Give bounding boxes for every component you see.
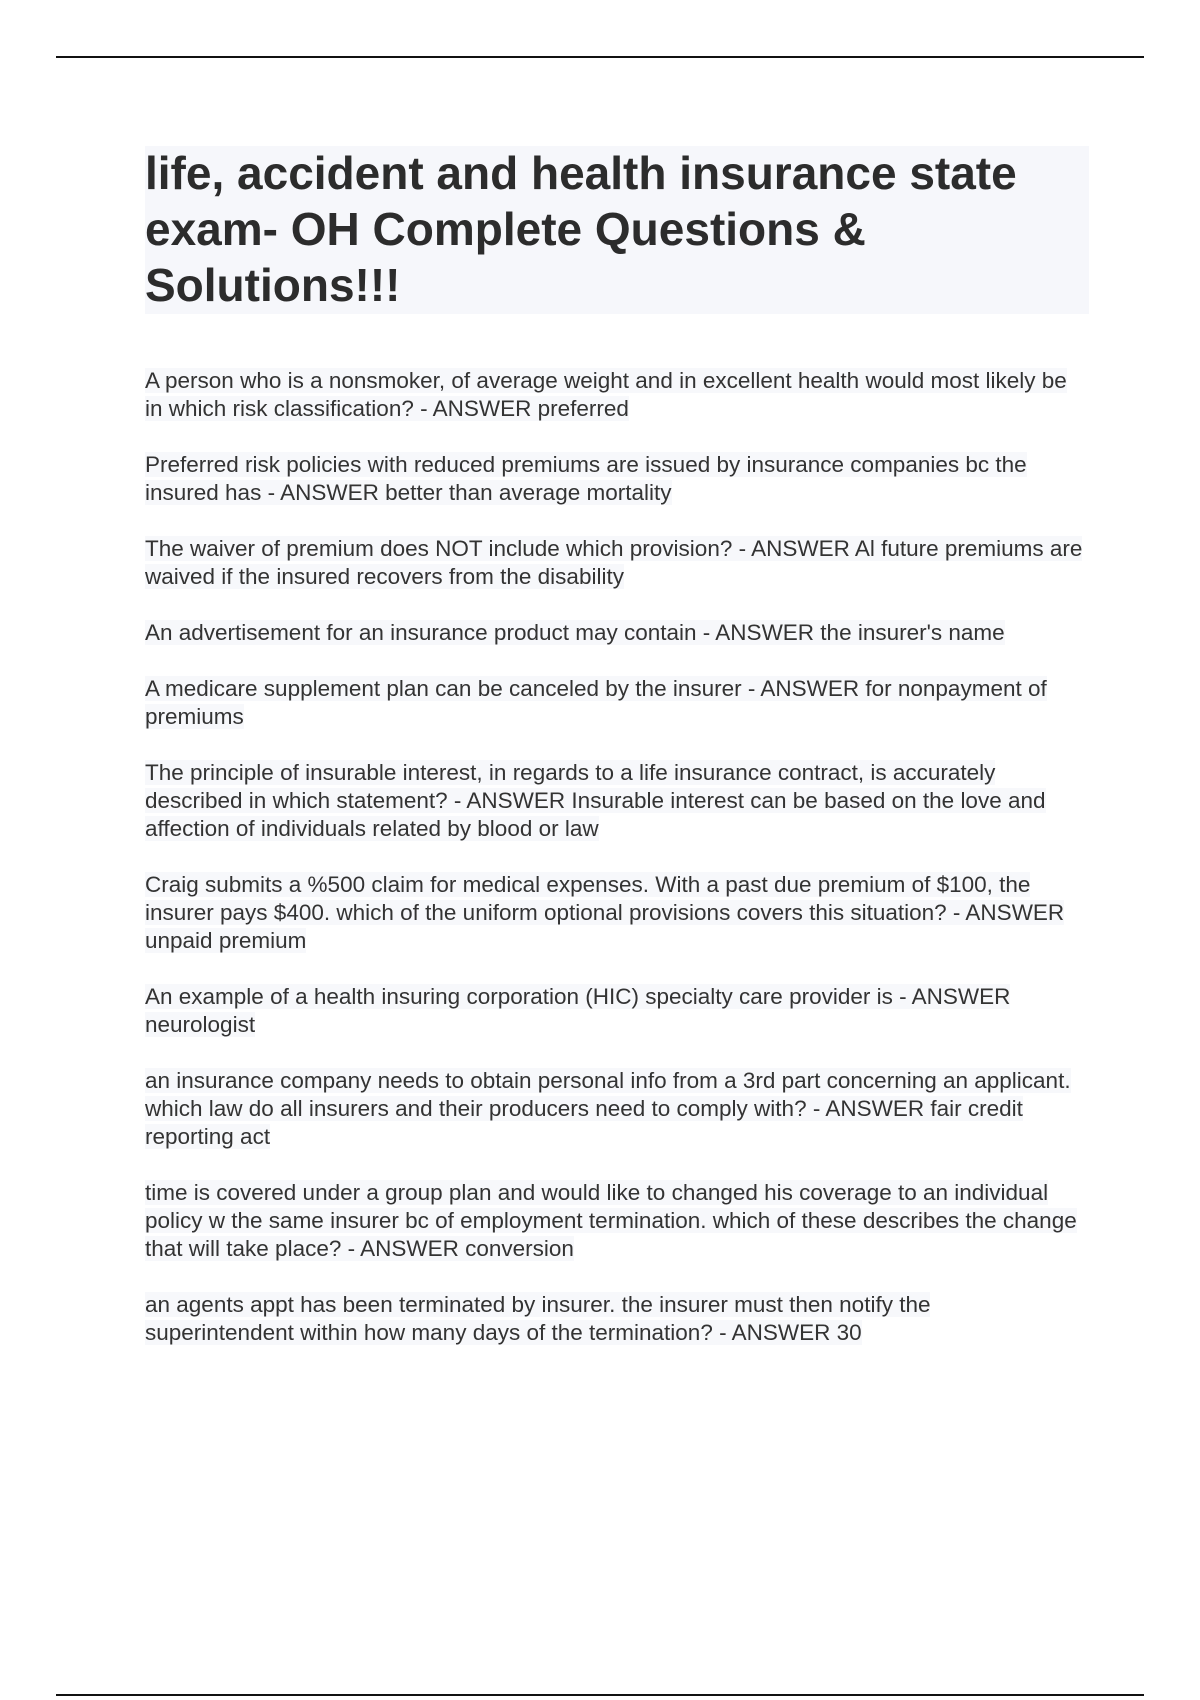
bottom-rule — [56, 1694, 1144, 1696]
qa-item — [145, 759, 1085, 843]
document-title: life, accident and health insurance state exam- OH Complete Questions & Solutions!!! — [145, 147, 1017, 311]
qa-list — [145, 367, 1085, 1375]
qa-item — [145, 1179, 1085, 1263]
qa-item — [145, 535, 1085, 591]
qa-text: an agents appt has been terminated by insurer. the insurer must then notify the superintendent within how many days of the termination? - ANSWER 30 — [145, 1292, 931, 1345]
qa-text: The principle of insurable interest, in regards to a life insurance contract, is accurately described in which statement? - ANSWER Insurable interest can be based on the love and affection of individuals related by blood or law — [145, 760, 1046, 841]
qa-text: An advertisement for an insurance product may contain - ANSWER the insurer's name — [145, 620, 1005, 645]
qa-item — [145, 1067, 1085, 1151]
top-rule — [56, 56, 1144, 58]
qa-item — [145, 871, 1085, 955]
qa-text: A person who is a nonsmoker, of average weight and in excellent health would most likely be in which risk classification? - ANSWER preferred — [145, 368, 1067, 421]
qa-text: An example of a health insuring corporation (HIC) specialty care provider is - ANSWER neurologist — [145, 984, 1011, 1037]
qa-item — [145, 619, 1085, 647]
qa-text: Craig submits a %500 claim for medical expenses. With a past due premium of $100, the insurer pays $400. which of the uniform optional provisions covers this situation? - ANSWER unpaid premium — [145, 872, 1065, 953]
qa-item — [145, 675, 1085, 731]
qa-item — [145, 983, 1085, 1039]
qa-text: The waiver of premium does NOT include which provision? - ANSWER Al future premiums are waived if the insured recovers from the disability — [145, 536, 1083, 589]
qa-text: A medicare supplement plan can be canceled by the insurer - ANSWER for nonpayment of premiums — [145, 676, 1047, 729]
qa-item — [145, 367, 1085, 423]
qa-text: time is covered under a group plan and would like to changed his coverage to an individual policy w the same insurer bc of employment termination. which of these describes the change that will take place? - ANSWER conversion — [145, 1180, 1077, 1261]
qa-text: Preferred risk policies with reduced premiums are issued by insurance companies bc the insured has - ANSWER better than average mortality — [145, 452, 1027, 505]
qa-item — [145, 451, 1085, 507]
qa-item — [145, 1291, 1085, 1347]
qa-text: an insurance company needs to obtain personal info from a 3rd part concerning an applicant. which law do all insurers and their producers need to comply with? - ANSWER fair credit reporting act — [145, 1068, 1071, 1149]
